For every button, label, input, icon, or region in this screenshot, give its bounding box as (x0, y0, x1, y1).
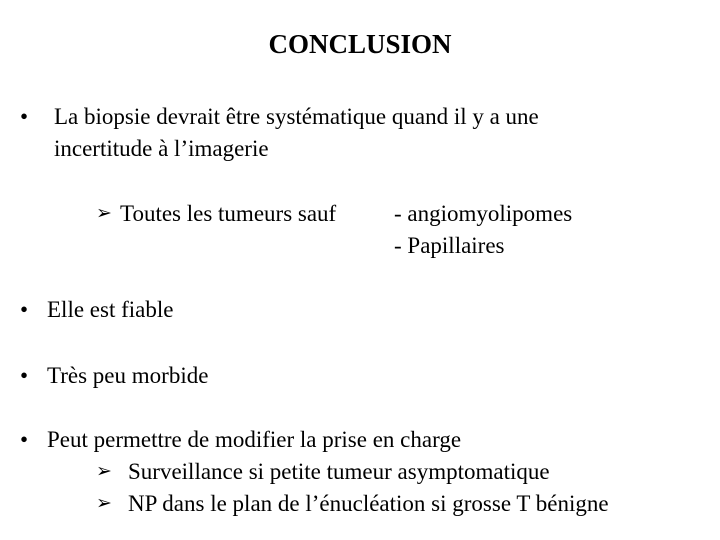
arrow-bullet-icon: ➢ (96, 203, 112, 224)
arrow-bullet-icon: ➢ (96, 493, 112, 514)
sub-item-exceptions: Toutes les tumeurs sauf (120, 201, 337, 226)
bullet-icon: • (20, 363, 29, 388)
arrow-bullet-icon: ➢ (96, 461, 112, 482)
bullet-icon: • (20, 427, 29, 452)
bullet-icon: • (20, 297, 29, 322)
bullet-4-sub-1: Surveillance si petite tumeur asymptomatique (128, 459, 550, 484)
bullet-1-line-1: La biopsie devrait être systématique quand il y a une (54, 104, 539, 129)
bullet-3-text: Très peu morbide (47, 363, 209, 388)
exception-2: - Papillaires (394, 233, 505, 258)
bullet-1-line-2: incertitude à l’imagerie (54, 136, 269, 161)
slide-title: CONCLUSION (268, 29, 452, 59)
exception-1: - angiomyolipomes (394, 201, 573, 226)
bullet-4-sub-2: NP dans le plan de l’énucléation si grosse T bénigne (128, 491, 609, 516)
bullet-4-text: Peut permettre de modifier la prise en charge (47, 427, 462, 452)
bullet-icon: • (20, 104, 29, 129)
bullet-2-text: Elle est fiable (47, 297, 174, 322)
